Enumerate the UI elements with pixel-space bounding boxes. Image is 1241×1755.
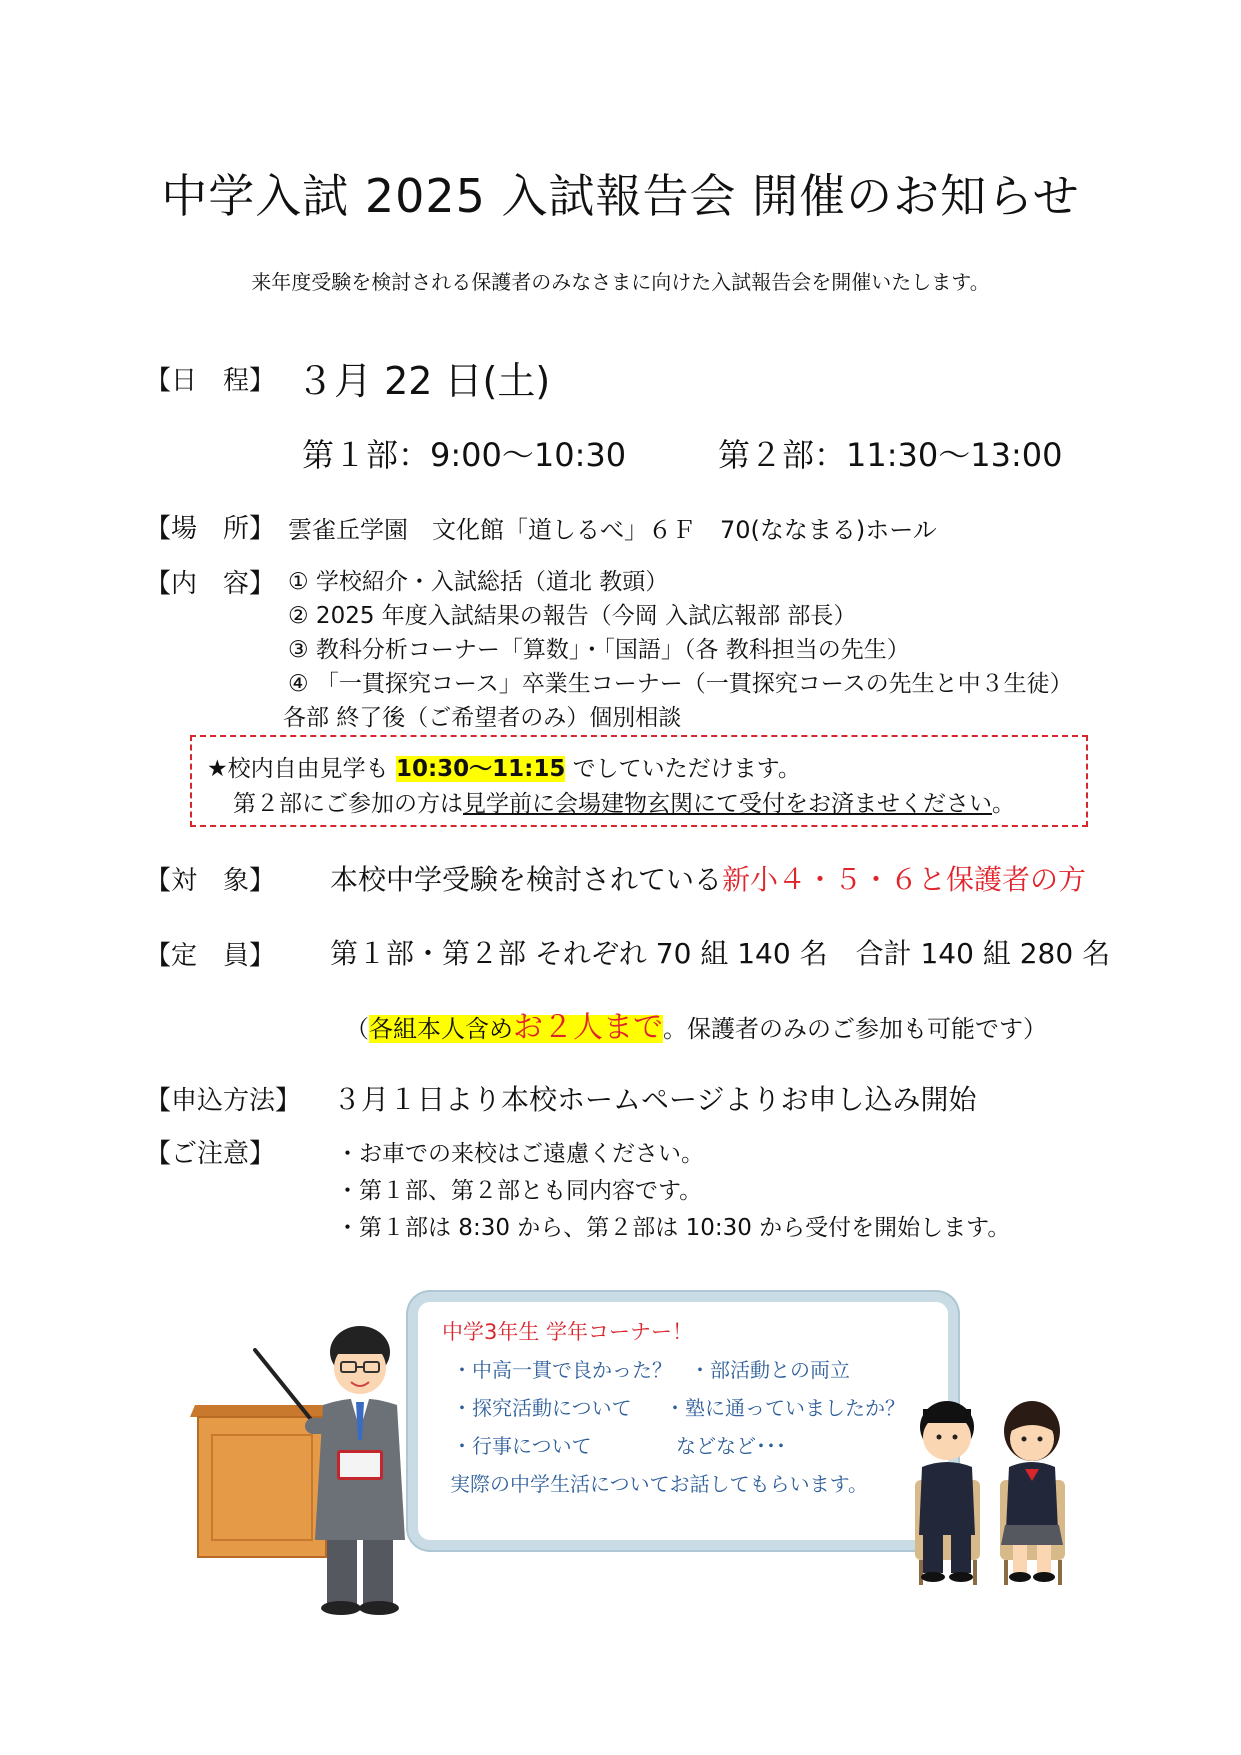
note-big-red: お２人まで bbox=[513, 1010, 663, 1045]
board-line: ・部活動との両立 bbox=[690, 1358, 850, 1382]
board-line: ・中高一貫で良かった？ bbox=[452, 1358, 672, 1382]
page-subtitle: 来年度受験を検討される保護者のみなさまに向けた入試報告会を開催いたします。 bbox=[251, 270, 990, 294]
content-item: ① 学校紹介・入試総括（道北 教頭） bbox=[288, 569, 669, 595]
notice-l2-underline: 見学前に会場建物玄関にて受付をお済ませください bbox=[463, 791, 992, 817]
venue-text: 雲雀丘学園 文化館「道しるべ」６Ｆ 70(ななまる)ホール bbox=[288, 516, 937, 544]
content-item: ④ 「一貫探究コース」卒業生コーナー（一貫探究コースの先生と中３生徒） bbox=[288, 671, 1073, 697]
board-line: ・探究活動について bbox=[452, 1396, 632, 1420]
board-line: 実際の中学生活についてお話してもらいます。 bbox=[450, 1472, 868, 1496]
schedule-label: 【日 程】 bbox=[145, 366, 276, 396]
content-item: ② 2025 年度入試結果の報告（今岡 入試広報部 部長） bbox=[288, 603, 857, 629]
teacher-illustration bbox=[245, 1310, 425, 1620]
content-after: 各部 終了後（ご希望者のみ）個別相談 bbox=[283, 705, 682, 731]
content-item: ③ 教科分析コーナー「算数」・「国語」（各 教科担当の先生） bbox=[288, 637, 910, 663]
notice-l1-pre: ★校内自由見学も bbox=[207, 756, 396, 782]
target-pre: 本校中学受験を検討されている bbox=[330, 863, 723, 896]
caution-item: ・お車での来校はご遠慮ください。 bbox=[336, 1141, 704, 1167]
note-rest: 。保護者のみのご参加も可能です） bbox=[663, 1015, 1047, 1043]
content-list bbox=[283, 565, 1073, 735]
target-text bbox=[330, 858, 1086, 898]
note-hl-text: 各組本人含め bbox=[369, 1015, 513, 1043]
capacity-label: 【定 員】 bbox=[145, 941, 276, 971]
target-red: 新小４・５・６と保護者の方 bbox=[722, 863, 1087, 896]
caution-item: ・第１部は 8:30 から、第２部は 10:30 から受付を開始します。 bbox=[336, 1215, 1011, 1241]
application-text: ３月１日より本校ホームページよりお申し込み開始 bbox=[333, 1083, 977, 1116]
students-illustration bbox=[905, 1395, 1080, 1590]
note-highlight bbox=[369, 1010, 663, 1045]
schedule-date: ３月 22 日(土) bbox=[296, 359, 551, 403]
note-open: （ bbox=[345, 1015, 369, 1043]
notice-l2-pre: 第２部にご参加の方は bbox=[233, 791, 463, 817]
notice-l1-post: でしていただけます。 bbox=[565, 756, 801, 782]
board-line: ・塾に通っていましたか？ bbox=[665, 1396, 905, 1420]
notice-line-1 bbox=[207, 750, 801, 783]
caution-item: ・第１部、第２部とも同内容です。 bbox=[336, 1178, 703, 1204]
page-title: 中学入試 2025 入試報告会 開催のお知らせ bbox=[161, 169, 1080, 223]
capacity-text: 第１部・第２部 それぞれ 70 組 140 名 合計 140 組 280 名 bbox=[330, 937, 1111, 970]
venue-label: 【場 所】 bbox=[145, 514, 276, 544]
board-line: などなど･･･ bbox=[676, 1434, 786, 1458]
content-label: 【内 容】 bbox=[145, 569, 276, 599]
application-label: 【申込方法】 bbox=[145, 1086, 302, 1116]
caution-label: 【ご注意】 bbox=[145, 1139, 276, 1169]
caution-list bbox=[336, 1136, 1010, 1247]
capacity-note bbox=[345, 1002, 1047, 1046]
notice-line-2 bbox=[233, 785, 1015, 818]
schedule-part1: 第１部：9:00～10:30 bbox=[302, 436, 627, 474]
notice-l2-post: 。 bbox=[992, 791, 1015, 817]
board-line: ・行事について bbox=[452, 1434, 592, 1458]
target-label: 【対 象】 bbox=[145, 866, 276, 896]
schedule-part2: 第２部：11:30～13:00 bbox=[718, 436, 1063, 474]
board-title: 中学3年生 学年コーナー！ bbox=[442, 1320, 694, 1344]
notice-time-highlight: 10:30～11:15 bbox=[395, 756, 566, 782]
